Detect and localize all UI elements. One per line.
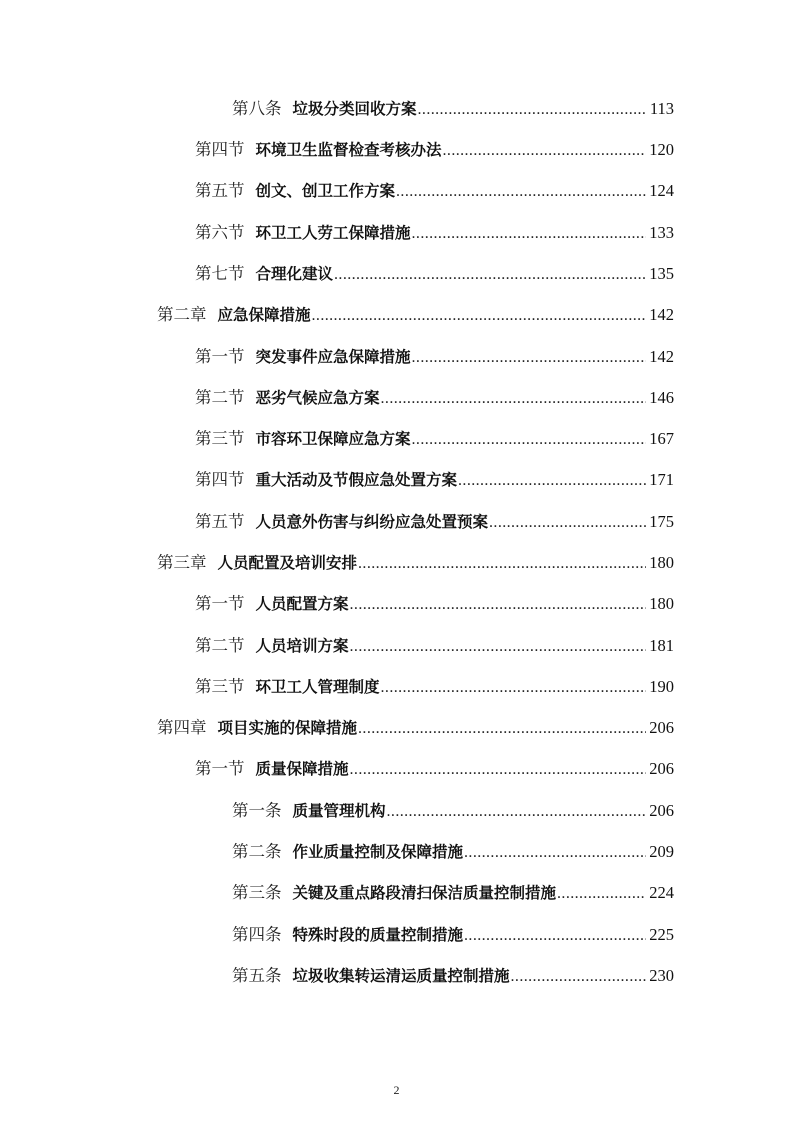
toc-leader-dots <box>443 137 647 165</box>
toc-leader-dots <box>350 756 647 784</box>
toc-entry-title: 合理化建议 <box>255 265 334 283</box>
toc-entry-page: 175 <box>649 512 674 531</box>
toc-entry[interactable] <box>195 425 674 453</box>
toc-leader-dots <box>381 385 647 413</box>
toc-entry-page: 171 <box>649 470 674 489</box>
toc-leader-dots <box>464 839 646 867</box>
toc-leader-dots <box>489 509 646 537</box>
toc-entry-number: 第三节 <box>195 429 245 448</box>
toc-leader-dots <box>464 922 646 950</box>
toc-entry[interactable] <box>195 632 674 660</box>
toc-entry-title: 人员意外伤害与纠纷应急处置预案 <box>255 513 489 531</box>
toc-entry-title: 环卫工人劳工保障措施 <box>255 224 411 242</box>
toc-entry[interactable] <box>195 260 674 288</box>
toc-entry-number: 第七节 <box>195 264 245 283</box>
toc-leader-dots <box>458 467 646 495</box>
toc-entry[interactable] <box>195 136 674 164</box>
toc-entry[interactable] <box>195 673 674 701</box>
toc-entry[interactable] <box>195 177 674 205</box>
toc-leader-dots <box>350 591 647 619</box>
toc-entry-title: 恶劣气候应急方案 <box>255 389 380 407</box>
toc-entry-title: 重大活动及节假应急处置方案 <box>255 471 458 489</box>
toc-entry[interactable] <box>195 508 674 536</box>
toc-entry-title: 应急保障措施 <box>217 306 311 324</box>
toc-entry-title: 突发事件应急保障措施 <box>255 348 411 366</box>
toc-entry-number: 第一节 <box>195 759 245 778</box>
toc-entry-page: 225 <box>649 925 674 944</box>
toc-leader-dots <box>312 302 647 330</box>
toc-entry-page: 206 <box>649 718 674 737</box>
toc-entry-page: 167 <box>649 429 674 448</box>
toc-leader-dots <box>358 715 646 743</box>
toc-entry-number: 第二节 <box>195 388 245 407</box>
toc-entry-title: 垃圾分类回收方案 <box>292 100 417 118</box>
toc-leader-dots <box>557 880 646 908</box>
toc-entry[interactable] <box>157 549 674 577</box>
toc-leader-dots <box>511 963 647 991</box>
toc-entry[interactable] <box>195 466 674 494</box>
toc-entry-title: 人员配置及培训安排 <box>217 554 358 572</box>
toc-entry-title: 市容环卫保障应急方案 <box>255 430 411 448</box>
toc-entry-page: 180 <box>649 594 674 613</box>
toc-entry[interactable] <box>195 755 674 783</box>
toc-entry-title: 关键及重点路段清扫保洁质量控制措施 <box>292 884 557 902</box>
toc-entry-number: 第四章 <box>157 718 207 737</box>
toc-entry[interactable] <box>195 384 674 412</box>
toc-entry-number: 第二条 <box>232 842 282 861</box>
toc-entry-page: 206 <box>649 759 674 778</box>
toc-entry-title: 垃圾收集转运清运质量控制措施 <box>292 967 510 985</box>
toc-entry-title: 环境卫生监督检查考核办法 <box>255 141 442 159</box>
toc-entry-number: 第一节 <box>195 347 245 366</box>
toc-entry-number: 第六节 <box>195 223 245 242</box>
toc-entry[interactable] <box>232 838 674 866</box>
toc-entry-title: 特殊时段的质量控制措施 <box>292 926 464 944</box>
toc-entry-page: 190 <box>649 677 674 696</box>
toc-entry-page: 206 <box>649 801 674 820</box>
toc-entry-number: 第五条 <box>232 966 282 985</box>
toc-leader-dots <box>396 178 646 206</box>
toc-leader-dots <box>412 426 647 454</box>
toc-entry-page: 142 <box>649 305 674 324</box>
toc-entry-page: 113 <box>649 99 674 118</box>
toc-entry[interactable] <box>232 797 674 825</box>
toc-entry-title: 质量保障措施 <box>255 760 349 778</box>
toc-entry[interactable] <box>195 343 674 371</box>
toc-entry-page: 230 <box>649 966 674 985</box>
toc-entry-number: 第三条 <box>232 883 282 902</box>
toc-leader-dots <box>334 261 646 289</box>
toc-entry-number: 第二节 <box>195 636 245 655</box>
toc-entry-number: 第五节 <box>195 512 245 531</box>
toc-entry-number: 第五节 <box>195 181 245 200</box>
toc-entry[interactable] <box>195 590 674 618</box>
toc-entry[interactable] <box>232 921 674 949</box>
toc-entry[interactable] <box>232 962 674 990</box>
toc-entry-page: 135 <box>649 264 674 283</box>
toc-entry-title: 人员培训方案 <box>255 637 349 655</box>
toc-entry-page: 120 <box>649 140 674 159</box>
toc-entry-title: 环卫工人管理制度 <box>255 678 380 696</box>
toc-leader-dots <box>387 798 647 826</box>
toc-entry-number: 第一节 <box>195 594 245 613</box>
toc-entry-number: 第三节 <box>195 677 245 696</box>
toc-entry-title: 创文、创卫工作方案 <box>255 182 396 200</box>
toc-entry-title: 质量管理机构 <box>292 802 386 820</box>
toc-entry-number: 第八条 <box>232 99 282 118</box>
toc-entry[interactable] <box>195 219 674 247</box>
toc-entry[interactable] <box>232 879 674 907</box>
page-number: 2 <box>393 1083 400 1097</box>
toc-entry-page: 133 <box>649 223 674 242</box>
toc-entry-number: 第三章 <box>157 553 207 572</box>
toc-entry-page: 146 <box>649 388 674 407</box>
toc-entry-title: 人员配置方案 <box>255 595 349 613</box>
toc-entry-title: 作业质量控制及保障措施 <box>292 843 464 861</box>
toc-entry[interactable] <box>157 301 674 329</box>
toc-leader-dots <box>412 220 647 248</box>
toc-entry-page: 124 <box>649 181 674 200</box>
toc-leader-dots <box>350 633 647 661</box>
toc-entry-number: 第四节 <box>195 470 245 489</box>
toc-entry-number: 第四条 <box>232 925 282 944</box>
toc-leader-dots <box>381 674 647 702</box>
toc-entry-number: 第四节 <box>195 140 245 159</box>
toc-entry-title: 项目实施的保障措施 <box>217 719 358 737</box>
toc-entry[interactable] <box>157 714 674 742</box>
toc-leader-dots <box>418 96 647 124</box>
toc-entry-page: 224 <box>649 883 674 902</box>
toc-entry-page: 209 <box>649 842 674 861</box>
toc-leader-dots <box>412 344 647 372</box>
toc-entry-number: 第二章 <box>157 305 207 324</box>
toc-entry-page: 181 <box>649 636 674 655</box>
toc-entry-number: 第一条 <box>232 801 282 820</box>
toc-entry-page: 180 <box>649 553 674 572</box>
toc-entry[interactable] <box>232 95 674 123</box>
toc-leader-dots <box>358 550 646 578</box>
toc-entry-page: 142 <box>649 347 674 366</box>
